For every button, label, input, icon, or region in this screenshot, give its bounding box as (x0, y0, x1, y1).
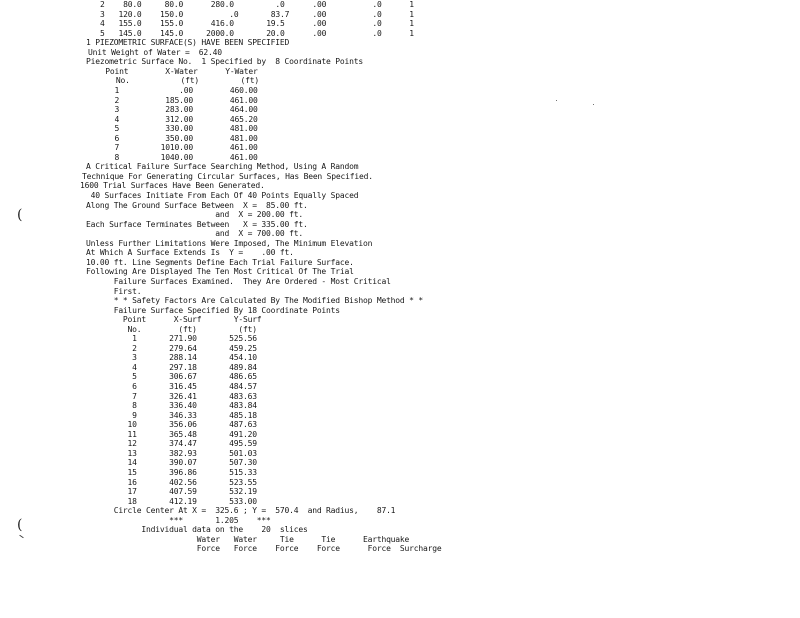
text-line: Each Surface Terminates Between X = 335.00 ft. (86, 219, 308, 229)
text-line: * * Safety Factors Are Calculated By The Modified Bishop Method * * (86, 296, 423, 306)
text-line: No. (ft) (ft) (86, 324, 257, 334)
text-line: Technique For Generating Circular Surfaces, Has Been Specified. (82, 171, 373, 181)
text-line: 7 1010.00 461.00 (96, 143, 258, 153)
text-line: 6 316.45 484.57 (86, 382, 257, 391)
text-line: 2 279.64 459.25 (86, 343, 257, 353)
text-line: 5 330.00 481.00 (96, 124, 258, 134)
text-line: 1 .00 460.00 (96, 85, 258, 95)
text-line: 3 288.14 454.10 (86, 353, 257, 363)
text-line: 4 297.18 489.84 (86, 362, 257, 372)
text-line: Circle Center At X = 325.6 ; Y = 570.4 and Radius, 87.1 (86, 506, 396, 516)
text-line: and X = 700.00 ft. (86, 229, 303, 239)
text-line: Force Force Force Force Force Surcharge (86, 544, 442, 554)
text-line: *** 1.205 *** (86, 515, 271, 525)
text-line: 7 326.41 483.63 (86, 391, 257, 401)
text-line: 16 402.56 523.55 (86, 477, 257, 487)
margin-bracket-mark: ( (17, 207, 23, 223)
text-line: 1600 Trial Surfaces Have Been Generated. (80, 181, 265, 191)
text-line: 12 374.47 495.59 (86, 439, 257, 449)
scan-artifact (593, 104, 594, 105)
text-line: 10.00 ft. Line Segments Define Each Trial Failure Surface. (86, 257, 354, 267)
text-line: 11 365.48 491.20 (86, 429, 257, 439)
text-line: Failure Surfaces Examined. They Are Ordered - Most Critical (86, 276, 391, 286)
text-line: 1 PIEZOMETRIC SURFACE(S) HAVE BEEN SPECIFIED (86, 38, 290, 48)
text-line: 15 396.86 515.33 (86, 467, 257, 477)
text-line: 17 407.59 532.19 (86, 487, 257, 497)
text-line: 3 283.00 464.00 (96, 105, 258, 115)
text-line: 3 120.0 150.0 .0 83.7 .00 .0 1 (100, 9, 414, 19)
text-line: 4 155.0 155.0 416.0 19.5 .00 .0 1 (100, 19, 414, 29)
text-line: 2 185.00 461.00 (96, 95, 258, 105)
margin-bracket-mark: ( (17, 517, 23, 533)
text-line: 1 271.90 525.56 (86, 334, 257, 344)
text-line: and X = 200.00 ft. (86, 210, 303, 220)
text-line: Following Are Displayed The Ten Most Critical Of The Trial (86, 267, 354, 277)
text-line: 6 350.00 481.00 (96, 133, 258, 143)
scan-artifact (556, 100, 557, 101)
text-line: Piezometric Surface No. 1 Specified by 8 Coordinate Points (86, 57, 363, 67)
text-line: A Critical Failure Surface Searching Method, Using A Random (86, 162, 359, 172)
text-line: 13 382.93 501.03 (86, 448, 257, 458)
text-line: 40 Surfaces Initiate From Each Of 40 Points Equally Spaced (86, 191, 359, 200)
text-line: 9 346.33 485.18 (86, 410, 257, 420)
text-line: 5 145.0 145.0 2000.0 20.0 .00 .0 1 (100, 28, 414, 38)
text-line: Water Water Tie Tie Earthquake (86, 534, 410, 544)
text-line: No. (ft) (ft) (102, 76, 259, 86)
text-line: 2 80.0 80.0 280.0 .0 .00 .0 1 (100, 0, 414, 9)
text-line: Unless Further Limitations Were Imposed, The Minimum Elevation (86, 238, 373, 248)
scan-artifact (19, 535, 24, 539)
text-line: 8 1040.00 461.00 (96, 152, 258, 162)
text-line: Individual data on the 20 slices (86, 525, 308, 535)
text-line: 14 390.07 507.30 (86, 458, 257, 468)
text-line: First. (86, 286, 142, 296)
text-line: Point X-Surf Y-Surf (86, 315, 262, 325)
text-line: Along The Ground Surface Between X = 85.00 ft. (86, 200, 308, 210)
text-line: 18 412.19 533.00 (86, 496, 257, 506)
text-line: Unit Weight of Water = 62.40 (88, 47, 222, 57)
text-line: 8 336.40 483.84 (86, 401, 257, 411)
text-line: Failure Surface Specified By 18 Coordinate Points (86, 305, 340, 315)
text-line: At Which A Surface Extends Is Y = .00 ft. (86, 248, 294, 258)
text-line: 10 356.06 487.63 (86, 420, 257, 430)
text-line: 5 306.67 486.65 (86, 372, 257, 382)
text-line: Point X-Water Y-Water (96, 66, 258, 76)
text-line: 4 312.00 465.20 (96, 114, 258, 124)
